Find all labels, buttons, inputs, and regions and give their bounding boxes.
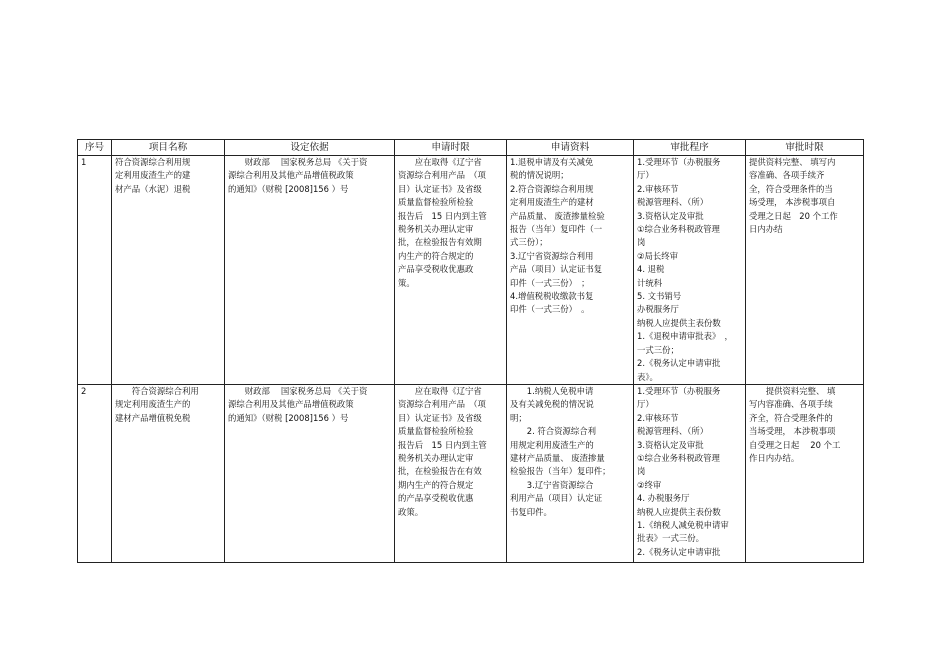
table-row [78, 384, 864, 562]
cell-text-line: 源综合利用及其他产品增值税政策 [228, 170, 354, 181]
cell-text-line: 1.受理环节（办税服务 [637, 157, 721, 167]
cell-text-line: 应在取得《辽宁省 [398, 157, 482, 167]
cell-text-line: 纳税人应提供主表份数 [637, 506, 721, 517]
cell-text-line: 办税服务厅 [637, 304, 679, 315]
cell-text-line: 产品享受税收优惠政 [398, 264, 474, 275]
cell-text-line: 纳税人应提供主表份数 [637, 317, 721, 328]
cell-text-line: 利用产品（项目）认定证 [510, 493, 603, 504]
header-no: 序号 [78, 140, 112, 156]
cell-text-line: 厅） [637, 170, 654, 181]
cell-text-line: 财政部 国家税务总局 《关于资 [228, 157, 368, 167]
cell-text-line: 建材产品增值税免税 [115, 412, 191, 423]
cell-approval-time-limit [746, 156, 864, 385]
header-approval-time-limit: 审批时限 [746, 140, 864, 156]
cell-application-materials [507, 384, 634, 562]
cell-text-line: 3.辽宁省资源综合 [510, 479, 594, 490]
cell-item-name [112, 156, 225, 385]
cell-text-line: 应在取得《辽宁省 [398, 385, 482, 396]
cell-text-line: 政策。 [398, 506, 424, 517]
cell-text-line: 质量监督检验所检验 [398, 197, 474, 208]
cell-text-line: 用规定利用废渣生产的 [510, 439, 594, 450]
cell-approval-procedure [634, 384, 746, 562]
cell-text-line: 书复印件。 [510, 506, 552, 517]
cell-text-line: 2.符合资源综合利用规 [510, 183, 594, 194]
document-sheet [77, 139, 864, 563]
cell-text-line: 定利用废渣生产的建材 [510, 197, 594, 208]
cell-text-line: 税务机关办理认定审 [398, 224, 474, 235]
cell-text-line: 质量监督检验所检验 [398, 426, 474, 437]
header-approval-procedure: 审批程序 [634, 140, 746, 156]
cell-text-line: 全，符合受理条件的当 [749, 183, 833, 194]
cell-text-line: 的产品享受税收优惠 [398, 493, 474, 504]
cell-text-line: 期内生产的符合规定 [398, 479, 474, 490]
cell-text-line: 批，在检验报告有效期 [398, 237, 482, 248]
cell-text-line: 1.受理环节（办税服务 [637, 385, 721, 396]
cell-text-line: 场受理， 本涉税事项自 [749, 197, 836, 208]
header-basis: 设定依据 [225, 140, 395, 156]
cell-text-line: 厅） [637, 399, 654, 410]
cell-text-line: 批表》一式三份。 [637, 533, 704, 544]
cell-text-line: 2.审核环节 [637, 412, 679, 423]
cell-text-line: 受理之日起 20 个工作 [749, 210, 838, 221]
cell-text-line: 印件（一式三份） 。 [510, 304, 590, 315]
cell-text-line: 报告后 15 日内到主管 [398, 439, 487, 450]
cell-text-line: 1.纳税人免税申请 [510, 385, 594, 396]
cell-basis [225, 384, 395, 562]
cell-text-line: 齐全，符合受理条件的 [749, 412, 833, 423]
cell-application-deadline [395, 156, 507, 385]
header-application-deadline: 申请时限 [395, 140, 507, 156]
cell-item-name [112, 384, 225, 562]
cell-text-line: 的通知》（财税 [2008]156 ）号 [228, 412, 349, 423]
table-row [78, 156, 864, 385]
cell-text-line: 1.退税申请及有关减免 [510, 157, 594, 167]
cell-text-line: 2.《税务认定申请审批 [637, 358, 721, 369]
cell-text-line: ①综合业务科税政管理 [637, 452, 720, 463]
cell-text-line: 目）认定证书》及省级 [398, 412, 482, 423]
cell-text-line: 2.审核环节 [637, 183, 679, 194]
cell-text-line: 检验报告（当年）复印件； [510, 466, 611, 477]
cell-text-line: 符合资源综合利用规 [115, 157, 191, 167]
cell-text-line: 日内办结 [749, 224, 783, 235]
cell-text-line: 内生产的符合规定的 [398, 250, 474, 261]
cell-text-line: 规定利用废渣生产的 [115, 399, 191, 410]
cell-text-line: 源综合利用及其他产品增值税政策 [228, 399, 354, 410]
cell-text-line: 计统科 [637, 277, 663, 288]
cell-text-line: 1.《纳税人减免税申请审 [637, 519, 729, 530]
cell-text-line: 当场受理， 本涉税事项 [749, 426, 836, 437]
cell-text-line: 4.增值税税收缴款书复 [510, 291, 594, 302]
cell-text-line: 5. 文书销号 [637, 291, 682, 302]
cell-application-materials [507, 156, 634, 385]
cell-text-line: 容准确、各项手续齐 [749, 170, 825, 181]
cell-text-line: 税务机关办理认定审 [398, 452, 474, 463]
cell-text-line: ②局长终审 [637, 250, 679, 261]
cell-text-line: 税源管理科、（所） [637, 426, 709, 437]
cell-basis [225, 156, 395, 385]
cell-text-line: 一式三份； [637, 344, 679, 355]
cell-text-line: 提供资料完整、 填 [749, 385, 836, 396]
cell-text-line: 报告后 15 日内到主管 [398, 210, 487, 221]
cell-text-line: 策。 [398, 277, 415, 288]
cell-approval-time-limit [746, 384, 864, 562]
cell-text-line: 3.资格认定及审批 [637, 439, 704, 450]
cell-text-line: 产品质量、 废渣掺量检验 [510, 210, 605, 221]
cell-text-line: 式三份）； [510, 237, 548, 248]
tax-items-table [77, 139, 864, 563]
cell-text-line: 资源综合利用产品 （项 [398, 170, 486, 181]
table-header-row [78, 140, 864, 156]
cell-text-line: 自受理之日起 20 个工 [749, 439, 841, 450]
cell-no: 2 [78, 384, 112, 562]
cell-text-line: 2.《税务认定申请审批 [637, 546, 721, 557]
cell-text-line: 及有关减免税的情况说 [510, 399, 594, 410]
cell-text-line: 定利用废渣生产的建 [115, 170, 191, 181]
header-application-materials: 申请资料 [507, 140, 634, 156]
cell-text-line: 提供资料完整、 填写内 [749, 157, 836, 167]
cell-text-line: 3.辽宁省资源综合利用 [510, 250, 594, 261]
cell-text-line: 的通知》（财税 [2008]156 ）号 [228, 183, 349, 194]
cell-text-line: 表》。 [637, 371, 658, 382]
cell-text-line: 作日内办结。 [749, 452, 800, 463]
cell-text-line: 4. 退税 [637, 264, 665, 275]
cell-text-line: 符合资源综合利用 [115, 385, 199, 396]
cell-text-line: 印件（一式三份） ； [510, 277, 590, 288]
cell-text-line: 材产品（水泥）退税 [115, 183, 191, 194]
cell-text-line: 4. 办税服务厅 [637, 493, 690, 504]
cell-text-line: 2. 符合资源综合利 [510, 426, 597, 437]
cell-text-line: 3.资格认定及审批 [637, 210, 704, 221]
cell-text-line: 批，在检验报告在有效 [398, 466, 482, 477]
cell-text-line: 报告（当年）复印件（一 [510, 224, 603, 235]
cell-text-line: ①综合业务科税政管理 [637, 224, 720, 235]
cell-text-line: 税源管理科、（所） [637, 197, 709, 208]
cell-text-line: 明； [510, 412, 527, 423]
cell-text-line: 1.《退税申请审批表》 ， [637, 331, 733, 342]
cell-text-line: 财政部 国家税务总局 《关于资 [228, 385, 368, 396]
cell-text-line: 岗 [637, 466, 646, 477]
cell-text-line: 目）认定证书》及省级 [398, 183, 482, 194]
cell-text-line: 建材产品质量、 废渣掺量 [510, 452, 605, 463]
cell-text-line: 资源综合利用产品 （项 [398, 399, 486, 410]
cell-no: 1 [78, 156, 112, 385]
cell-text-line: 产品（项目）认定证书复 [510, 264, 603, 275]
cell-application-deadline [395, 384, 507, 562]
cell-approval-procedure [634, 156, 746, 385]
cell-text-line: 写内容准确、各项手续 [749, 399, 833, 410]
cell-text-line: ②终审 [637, 479, 662, 490]
cell-text-line: 税的情况说明； [510, 170, 569, 181]
header-item-name: 项目名称 [112, 140, 225, 156]
cell-text-line: 岗 [637, 237, 646, 248]
